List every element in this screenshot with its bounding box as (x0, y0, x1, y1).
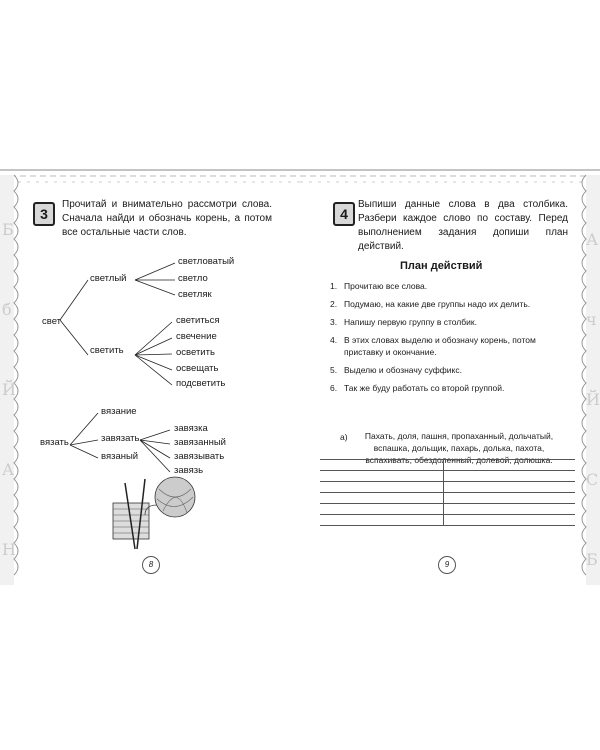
word-vyazanie: вязание (101, 406, 137, 417)
plan-item: 4. В этих словах выделю и обозначу корень, потом приставку и окончание. (330, 335, 536, 357)
task-4-text: Выпиши данные слова в два столбика. Разбери каждое слово по составу. Перед выполнением задания допиши план действий. (358, 199, 568, 252)
root-word-svet: свет (42, 316, 62, 327)
exercise-label: а) (340, 432, 348, 442)
svg-text:Н: Н (2, 540, 16, 559)
exercise-words: Пахать, доля, пашня, пропаханный, дольчатый, вспашка, дольщик, пахарь, долька, пахота, вспахивать, обездоленный, долевой, долюшка. (364, 431, 554, 465)
root-word-vyazat: вязать (40, 437, 69, 448)
task-3-text: Прочитай и внимательно рассмотри слова. Сначала найди и обозначь корень, а потом все остальные части слов. (62, 199, 272, 238)
plan-item: 5. Выделю и обозначу суффикс. (330, 365, 462, 375)
svg-text:ч: ч (586, 310, 597, 329)
word-svetlo: светло (178, 273, 208, 284)
right-border-decoration (578, 175, 600, 585)
page-number-8: 8 (142, 556, 160, 574)
svg-text:А: А (2, 460, 15, 479)
word-osveshchat: освещать (176, 363, 219, 374)
top-decoration (0, 160, 300, 190)
word-osvetit: осветить (176, 347, 215, 358)
word-zavyazka: завязка (174, 423, 208, 434)
word-podsvetit: подсветить (176, 378, 226, 389)
plan-title: План действий (400, 260, 483, 272)
task-number-3: 3 (33, 202, 55, 226)
word-svetly: светлый (90, 273, 127, 284)
svg-text:А: А (586, 230, 599, 249)
word-tree-connectors (0, 250, 300, 490)
plan-item: 6. Так же буду работать со второй группой. (330, 383, 505, 393)
knitting-illustration (105, 475, 205, 550)
word-svetlyak: светляк (178, 289, 212, 300)
top-decoration (300, 160, 600, 190)
left-page (0, 160, 300, 585)
plan-list (330, 280, 572, 400)
svg-text:С: С (586, 470, 599, 489)
word-svetit: светить (90, 345, 124, 356)
svg-text:Й: Й (2, 380, 16, 399)
word-svetlovaty: светловатый (178, 256, 235, 267)
svg-text:Б: Б (2, 220, 14, 239)
right-page (300, 160, 600, 585)
word-vyazany: вязаный (101, 451, 139, 462)
word-svechenie: свечение (176, 331, 217, 342)
word-zavyazanny: завязанный (174, 437, 226, 448)
plan-item: 2. Подумаю, на какие две группы надо их делить. (330, 299, 531, 309)
svg-text:Й: Й (586, 390, 600, 409)
page-number-9: 9 (438, 556, 456, 574)
word-zavyaz: завязь (174, 465, 204, 476)
word-svetitsya: светиться (176, 315, 220, 326)
svg-text:Б: Б (586, 550, 598, 569)
plan-item: 1. Прочитаю все слова. (330, 281, 428, 291)
task-number-4: 4 (333, 202, 355, 226)
word-zavyazyvat: завязывать (174, 451, 225, 462)
svg-text:б: б (2, 300, 12, 319)
plan-item: 3. Напишу первую группу в столбик. (330, 317, 477, 327)
word-zavyazat: завязать (101, 433, 140, 444)
